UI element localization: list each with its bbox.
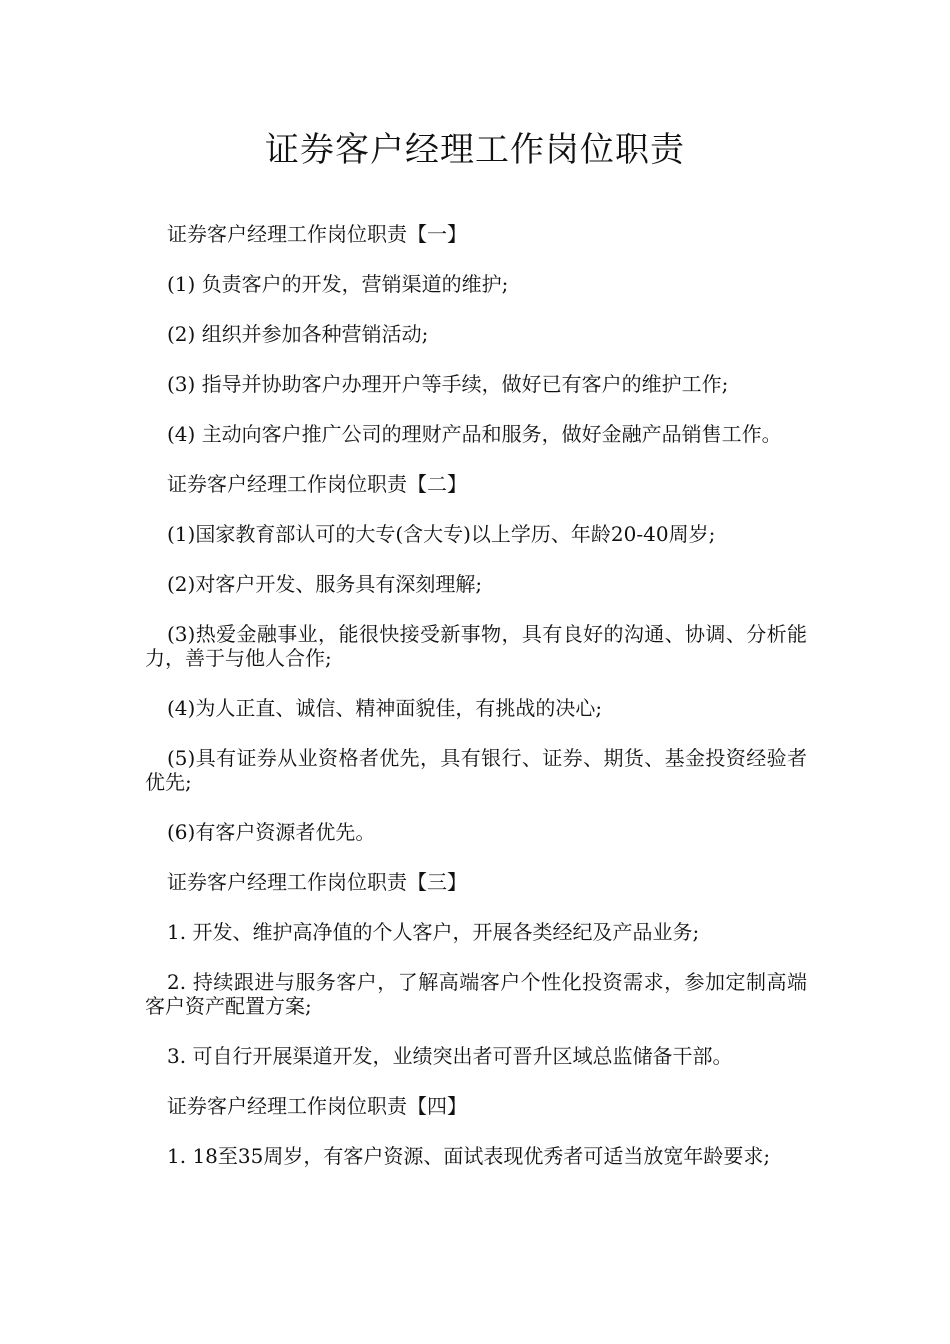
paragraph: (3) 指导并协助客户办理开户等手续，做好已有客户的维护工作; [167, 372, 729, 396]
section-heading-1: 证券客户经理工作岗位职责【一】 [167, 222, 467, 246]
paragraph: (4) 主动向客户推广公司的理财产品和服务，做好金融产品销售工作。 [167, 422, 782, 446]
section-heading-2: 证券客户经理工作岗位职责【二】 [167, 472, 467, 496]
paragraph: (2)对客户开发、服务具有深刻理解; [167, 572, 483, 596]
section-heading-4: 证券客户经理工作岗位职责【四】 [167, 1094, 467, 1118]
paragraph: (2) 组织并参加各种营销活动; [167, 322, 429, 346]
document-body [145, 222, 807, 1194]
paragraph: 3. 可自行开展渠道开发，业绩突出者可晋升区域总监储备干部。 [167, 1044, 733, 1068]
paragraph: 2. 持续跟进与服务客户，了解高端客户个性化投资需求，参加定制高端客户资产配置方案; [145, 970, 807, 1018]
document-title: 证券客户经理工作岗位职责 [265, 130, 685, 170]
paragraph: (5)具有证券从业资格者优先，具有银行、证券、期货、基金投资经验者优先; [145, 746, 807, 794]
paragraph: 1. 开发、维护高净值的个人客户，开展各类经纪及产品业务; [167, 920, 700, 944]
paragraph: (1) 负责客户的开发，营销渠道的维护; [167, 272, 509, 296]
section-heading-3: 证券客户经理工作岗位职责【三】 [167, 870, 467, 894]
paragraph: (4)为人正直、诚信、精神面貌佳，有挑战的决心; [167, 696, 603, 720]
paragraph: (1)国家教育部认可的大专(含大专)以上学历、年龄20-40周岁; [167, 522, 716, 546]
paragraph: (6)有客户资源者优先。 [167, 820, 376, 844]
paragraph: 1. 18至35周岁，有客户资源、面试表现优秀者可适当放宽年龄要求; [167, 1144, 771, 1168]
paragraph: (3)热爱金融事业，能很快接受新事物，具有良好的沟通、协调、分析能力，善于与他人合作; [145, 622, 807, 670]
